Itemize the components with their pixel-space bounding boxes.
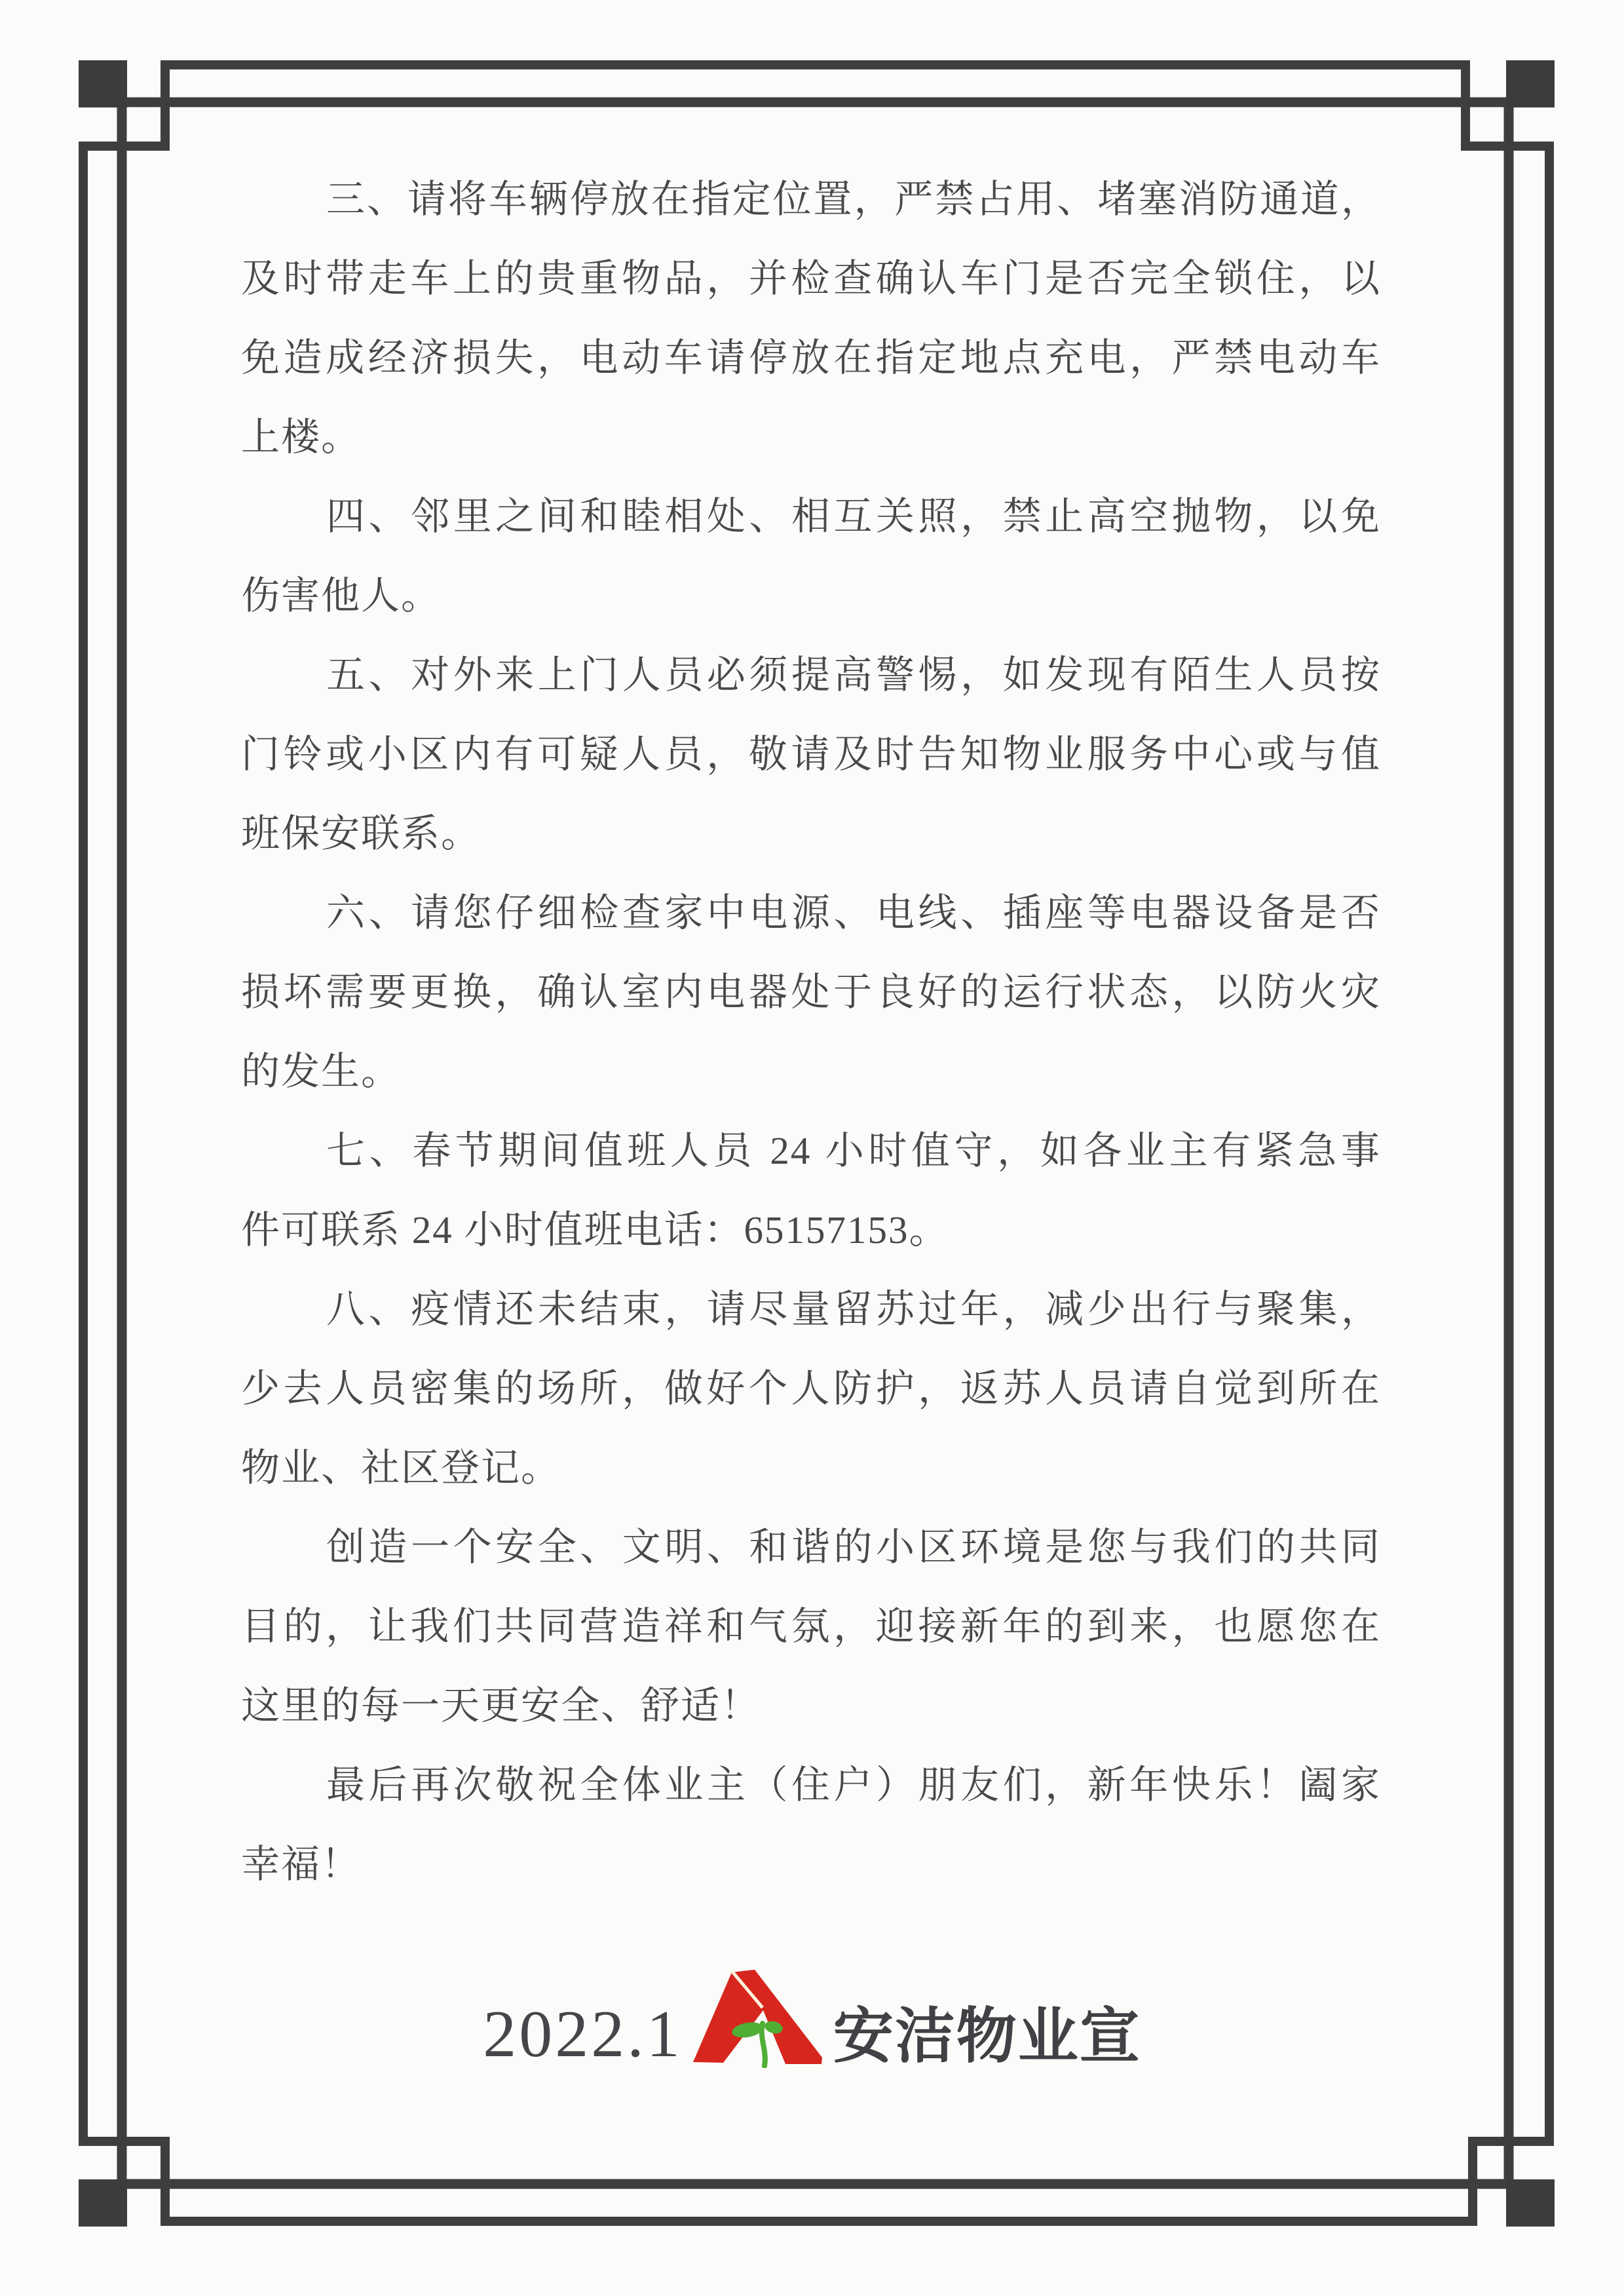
- anjie-property-logo-icon: [692, 1970, 823, 2068]
- notice-line: 及时带走车上的贵重物品，并检查确认车门是否完全锁住，以: [241, 257, 1381, 300]
- corner-square-top-right: [1506, 60, 1555, 107]
- notice-line: 创造一个安全、文明、和谐的小区环境是您与我们的共同: [326, 1525, 1381, 1569]
- notice-line: 这里的每一天更安全、舒适！: [241, 1684, 761, 1727]
- corner-square-bottom-left: [79, 2179, 127, 2227]
- notice-line: 伤害他人。: [241, 574, 442, 617]
- notice-line: 门铃或小区内有可疑人员，敬请及时告知物业服务中心或与值: [241, 733, 1381, 776]
- notice-line: 物业、社区登记。: [241, 1446, 561, 1489]
- notice-line: 四、邻里之间和睦相处、相互关照，禁止高空抛物，以免: [326, 495, 1381, 538]
- notice-footer: [0, 1967, 1624, 2071]
- notice-line: 目的，让我们共同营造祥和气氛，迎接新年的到来，也愿您在: [241, 1605, 1381, 1648]
- notice-line: 七、春节期间值班人员 24 小时值守，如各业主有紧急事: [326, 1129, 1381, 1172]
- date-label: 2022.1: [483, 1997, 683, 2071]
- notice-body: [241, 160, 1381, 1904]
- notice-line: 的发生。: [241, 1050, 402, 1093]
- notice-line: 五、对外来上门人员必须提高警惕，如发现有陌生人员按: [326, 653, 1381, 697]
- notice-line: 幸福！: [241, 1843, 362, 1886]
- corner-square-bottom-right: [1506, 2179, 1555, 2227]
- notice-line: 六、请您仔细检查家中电源、电线、插座等电器设备是否: [326, 891, 1381, 934]
- notice-line: 件可联系 24 小时值班电话：65157153。: [241, 1208, 949, 1252]
- notice-line: 少去人员密集的场所，做好个人防护，返苏人员请自觉到所在: [241, 1367, 1381, 1410]
- notice-line: 最后再次敬祝全体业主（住户）朋友们，新年快乐！阖家: [326, 1763, 1381, 1807]
- notice-line: 班保安联系。: [241, 812, 482, 855]
- notice-line: 损坏需要更换，确认室内电器处于良好的运行状态，以防火灾: [241, 970, 1381, 1014]
- corner-square-top-left: [79, 60, 127, 107]
- publisher-label: 安洁物业宣: [833, 2003, 1141, 2071]
- notice-line: 上楼。: [241, 415, 362, 459]
- notice-line: 八、疫情还未结束，请尽量留苏过年，减少出行与聚集，: [326, 1288, 1381, 1331]
- notice-line: 三、请将车辆停放在指定位置，严禁占用、堵塞消防通道，: [326, 178, 1381, 221]
- notice-line: 免造成经济损失，电动车请停放在指定地点充电，严禁电动车: [241, 336, 1381, 379]
